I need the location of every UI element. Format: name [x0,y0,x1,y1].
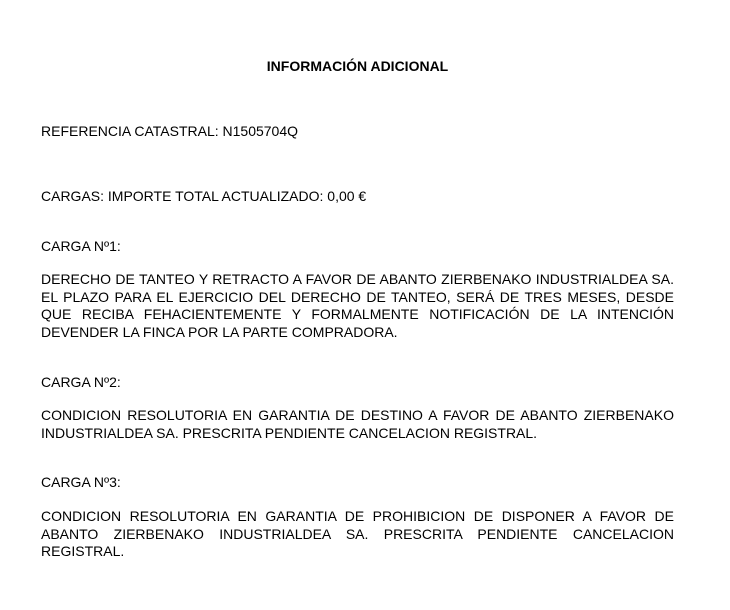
carga-1-heading: CARGA Nº1: [41,238,121,254]
carga-2-heading: CARGA Nº2: [41,374,121,390]
cargas-importe-total: CARGAS: IMPORTE TOTAL ACTUALIZADO: 0,00 € [41,188,367,204]
carga-1-text: DERECHO DE TANTEO Y RETRACTO A FAVOR DE ABANTO ZIERBENAKO INDUSTRIALDEA SA. EL PLAZO PARA EL EJERCICIO DEL DERECHO DE TANTEO, SERÁ DE TRES MESES, DESDE QUE RECIBA FEHACIENTEMENTE Y FORMALMENTE NOTIFICACIÓN DE LA INTENCIÓN DEVENDER LA FINCA POR LA PARTE COMPRADORA. [41,271,674,340]
document-title: INFORMACIÓN ADICIONAL [266,58,449,74]
referencia-catastral: REFERENCIA CATASTRAL: N1505704Q [41,123,299,139]
carga-3-heading: CARGA Nº3: [41,474,121,490]
carga-3-text: CONDICION RESOLUTORIA EN GARANTIA DE PROHIBICION DE DISPONER A FAVOR DE ABANTO ZIERBENAKO INDUSTRIALDEA SA. PRESCRITA PENDIENTE CANCELACION REGISTRAL. [41,508,674,559]
carga-2-text: CONDICION RESOLUTORIA EN GARANTIA DE DESTINO A FAVOR DE ABANTO ZIERBENAKO INDUSTRIALDEA SA. PRESCRITA PENDIENTE CANCELACION REGISTRAL. [41,407,674,441]
